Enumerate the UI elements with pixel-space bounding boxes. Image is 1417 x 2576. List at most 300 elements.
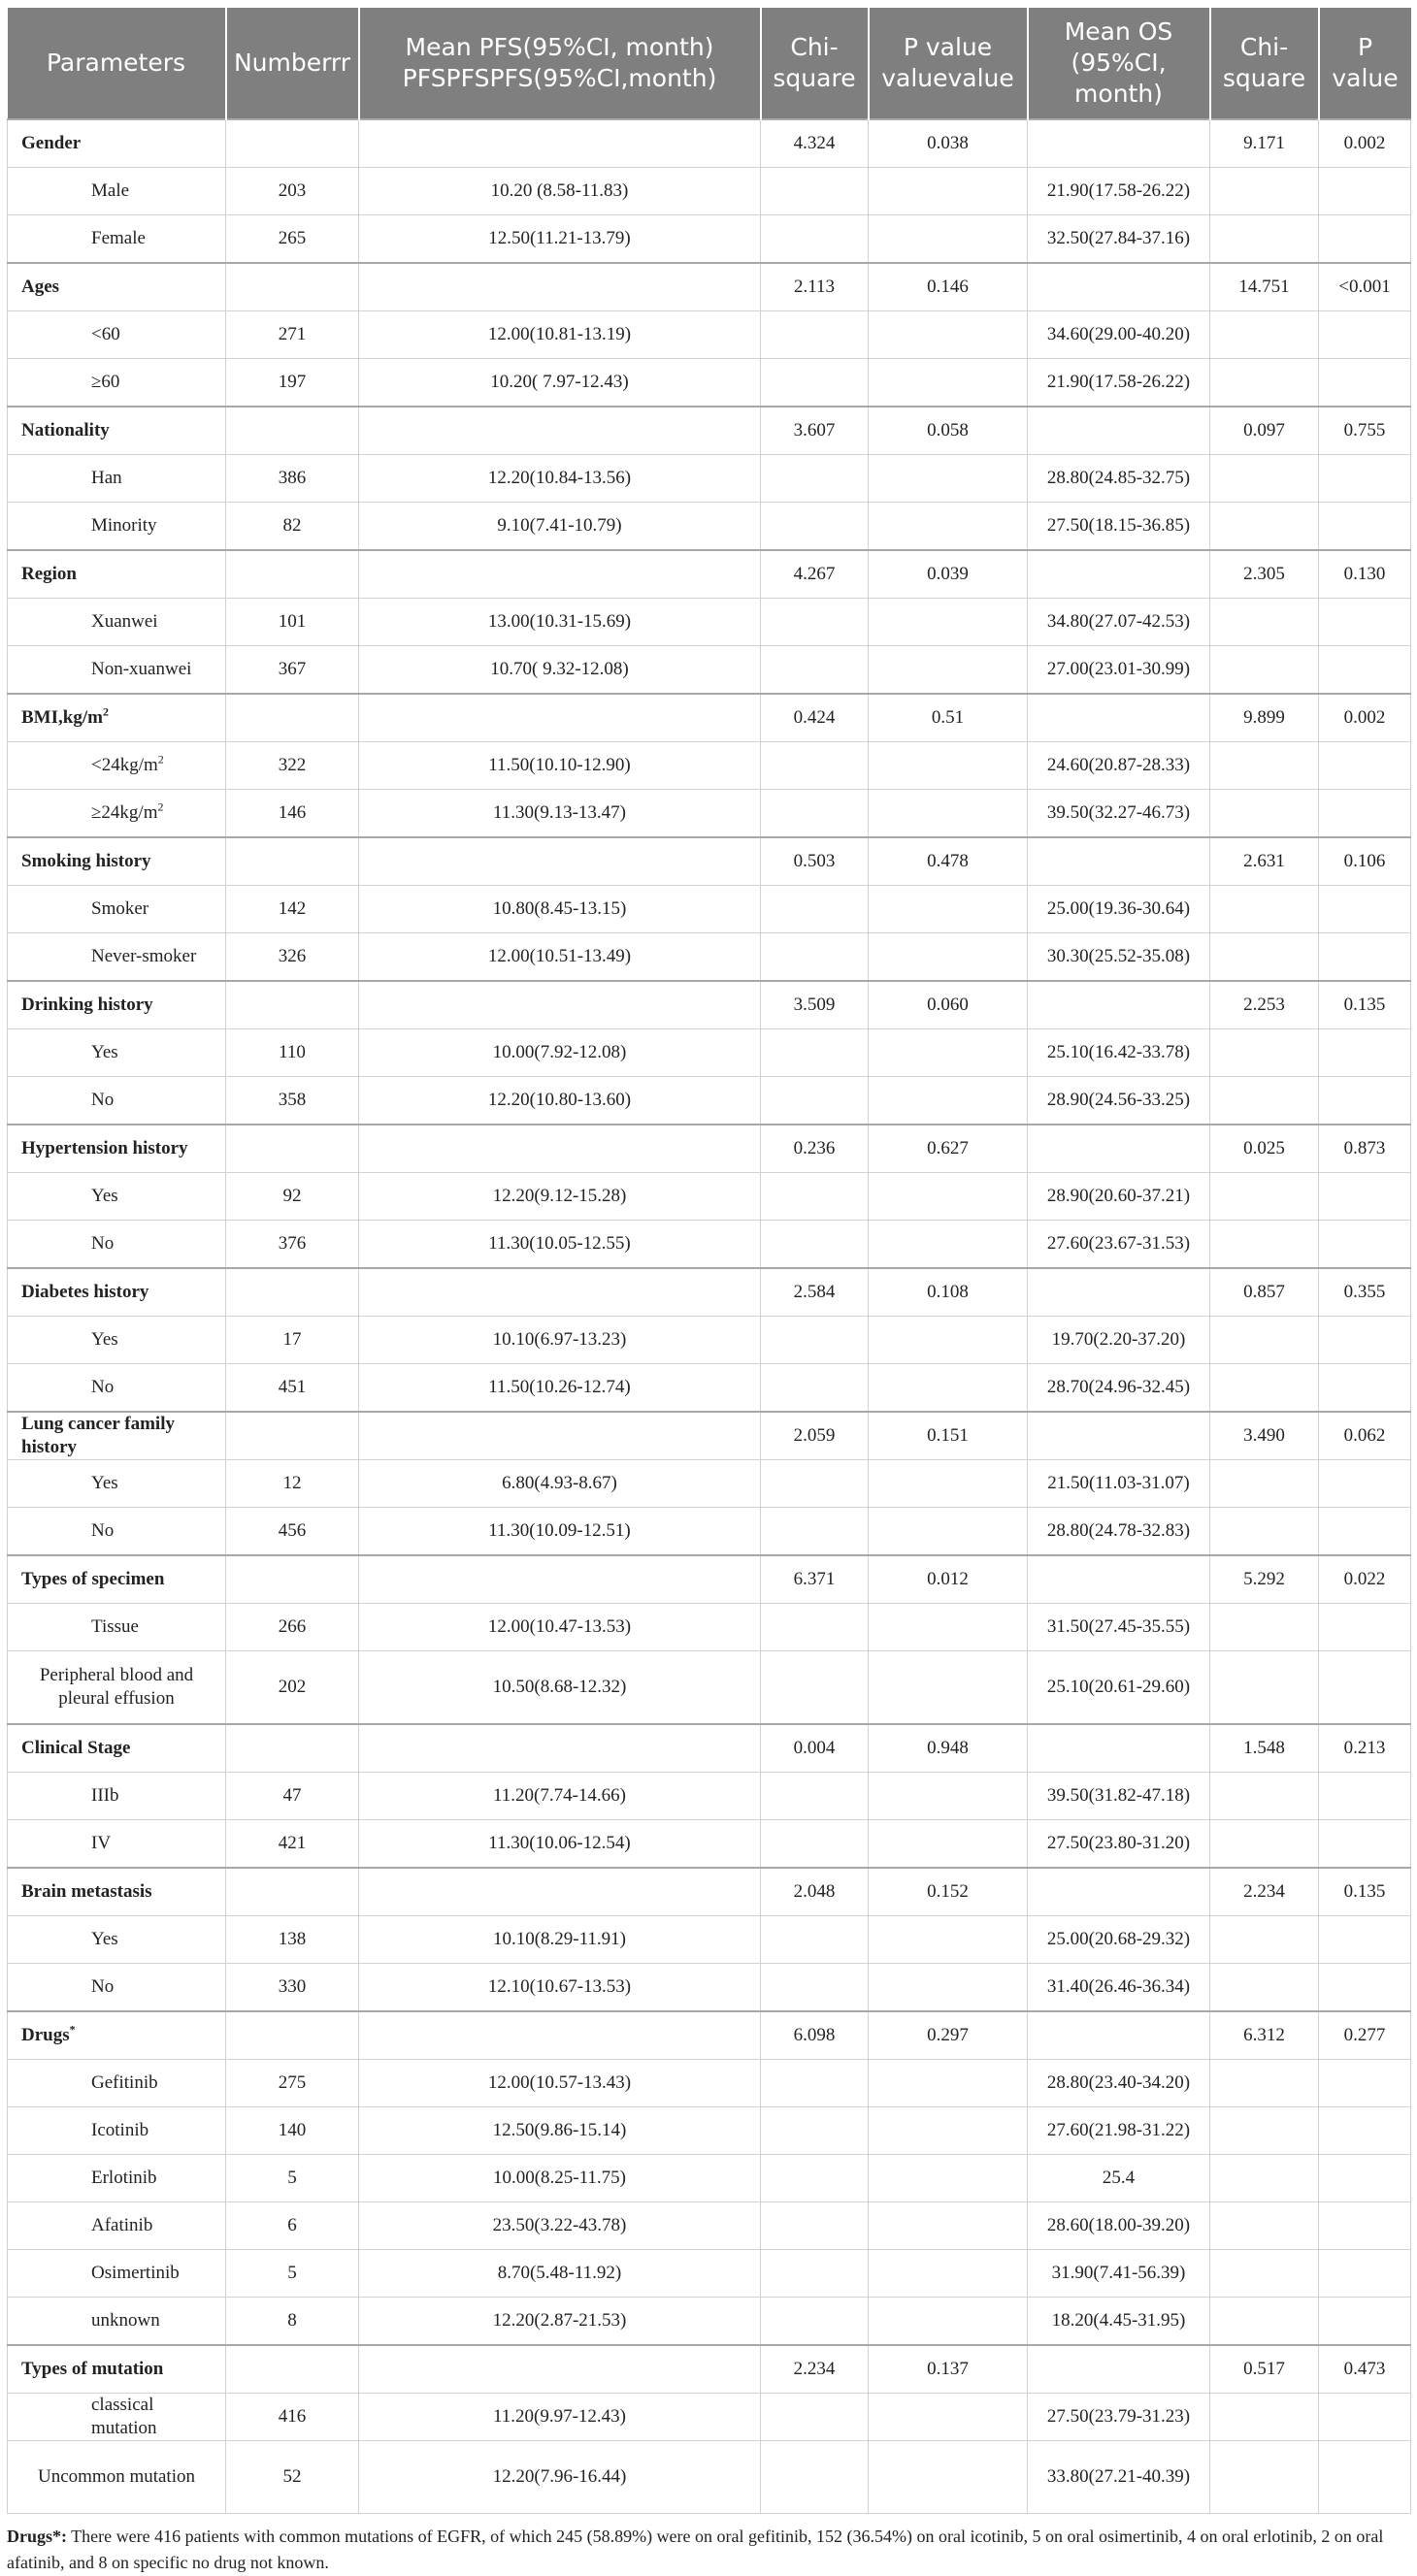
header-number: Numberrr	[226, 8, 359, 119]
p-value-pfs-cell	[869, 1651, 1028, 1725]
p-value-os-cell	[1319, 2394, 1411, 2441]
number-cell	[226, 742, 359, 790]
mean-pfs-cell	[359, 1724, 761, 1773]
mean-os-cell-text: 27.60(23.67-31.53)	[1046, 1233, 1191, 1254]
chi-square-os-cell	[1210, 742, 1319, 790]
number-cell-text: 101	[278, 611, 307, 632]
number-cell-text: 6	[287, 2215, 297, 2235]
chi-square-os-cell	[1210, 886, 1319, 933]
p-value-pfs-cell	[869, 1268, 1028, 1317]
survival-analysis-table	[7, 8, 1411, 2514]
chi-square-pfs-cell-text: 2.048	[793, 1881, 836, 1902]
mean-pfs-cell-text: 6.80(4.93-8.67)	[502, 1473, 617, 1493]
chi-square-pfs-cell	[761, 1916, 869, 1964]
number-cell	[226, 1724, 359, 1773]
p-value-os-cell	[1319, 503, 1411, 551]
table-row	[8, 215, 1411, 264]
mean-os-cell	[1028, 1077, 1210, 1125]
chi-square-os-cell-text: 9.899	[1243, 707, 1285, 728]
chi-square-os-cell	[1210, 1268, 1319, 1317]
p-value-pfs-cell	[869, 742, 1028, 790]
chi-square-pfs-cell	[761, 550, 869, 599]
chi-square-os-cell-text: 14.751	[1238, 277, 1290, 297]
row-label	[8, 886, 226, 933]
number-cell-text: 17	[282, 1329, 302, 1350]
mean-pfs-cell-text: 10.20 (8.58-11.83)	[490, 180, 629, 201]
group-header-row	[8, 2345, 1411, 2394]
group-label	[8, 1724, 226, 1773]
mean-os-cell	[1028, 2298, 1210, 2346]
table-row	[8, 790, 1411, 838]
p-value-pfs-cell	[869, 455, 1028, 503]
p-value-os-cell-text: 0.873	[1343, 1138, 1386, 1158]
mean-os-cell	[1028, 1868, 1210, 1916]
number-cell-text: 52	[282, 2466, 302, 2487]
superscript: 2	[102, 704, 109, 719]
mean-os-cell-text: 28.60(18.00-39.20)	[1046, 2215, 1191, 2235]
p-value-os-cell-text: 0.002	[1343, 133, 1386, 153]
row-label-text: Uncommon mutation	[37, 2466, 195, 2487]
p-value-os-cell	[1319, 1317, 1411, 1364]
chi-square-os-cell	[1210, 2060, 1319, 2107]
chi-square-pfs-cell	[761, 1317, 869, 1364]
p-value-os-cell	[1319, 1029, 1411, 1077]
chi-square-os-cell-text: 9.171	[1243, 133, 1285, 153]
chi-square-os-cell	[1210, 646, 1319, 695]
p-value-pfs-cell	[869, 837, 1028, 886]
chi-square-os-cell-text: 2.253	[1243, 995, 1285, 1015]
mean-os-cell-text: 39.50(31.82-47.18)	[1046, 1785, 1191, 1806]
number-cell	[226, 1964, 359, 2012]
mean-os-cell	[1028, 2345, 1210, 2394]
number-cell-text: 5	[287, 2263, 297, 2283]
row-label-text: Non-xuanwei	[91, 659, 192, 679]
number-cell	[226, 263, 359, 311]
mean-os-cell	[1028, 1604, 1210, 1651]
chi-square-pfs-cell	[761, 1820, 869, 1869]
p-value-pfs-cell-text: 0.152	[927, 1881, 969, 1902]
table-row	[8, 1029, 1411, 1077]
chi-square-pfs-cell-text: 0.236	[793, 1138, 836, 1158]
p-value-pfs-cell	[869, 1029, 1028, 1077]
table-row	[8, 886, 1411, 933]
p-value-os-cell	[1319, 1077, 1411, 1125]
footnote	[7, 2524, 1410, 2576]
mean-pfs-cell-text: 10.20( 7.97-12.43)	[490, 372, 629, 392]
group-label-text: Lung cancer family history	[21, 1414, 175, 1457]
chi-square-pfs-cell	[761, 981, 869, 1029]
group-label-text: Brain metastasis	[21, 1881, 152, 1902]
mean-pfs-cell	[359, 2441, 761, 2514]
row-label	[8, 1077, 226, 1125]
p-value-os-cell	[1319, 359, 1411, 408]
group-label-text: BMI,kg/m	[21, 707, 103, 728]
mean-os-cell-text: 21.50(11.03-31.07)	[1047, 1473, 1190, 1493]
p-value-pfs-cell	[869, 1221, 1028, 1269]
group-label-text: Types of mutation	[21, 2359, 164, 2379]
chi-square-os-cell	[1210, 1077, 1319, 1125]
group-header-row	[8, 837, 1411, 886]
table-row	[8, 503, 1411, 551]
group-header-row	[8, 407, 1411, 455]
mean-pfs-cell	[359, 2345, 761, 2394]
mean-os-cell	[1028, 455, 1210, 503]
row-label-text: IIIb	[91, 1785, 119, 1806]
number-cell	[226, 2441, 359, 2514]
row-label	[8, 1964, 226, 2012]
number-cell	[226, 2155, 359, 2202]
chi-square-os-cell	[1210, 1508, 1319, 1556]
group-label	[8, 407, 226, 455]
chi-square-os-cell-text: 0.517	[1243, 2359, 1285, 2379]
row-label-text: No	[91, 1377, 115, 1397]
number-cell	[226, 2250, 359, 2298]
mean-pfs-cell	[359, 1221, 761, 1269]
chi-square-pfs-cell	[761, 1508, 869, 1556]
group-header-row	[8, 1125, 1411, 1173]
mean-pfs-cell	[359, 1604, 761, 1651]
chi-square-os-cell	[1210, 407, 1319, 455]
number-cell-text: 5	[287, 2168, 297, 2188]
number-cell	[226, 1412, 359, 1460]
mean-pfs-cell	[359, 2394, 761, 2441]
p-value-pfs-cell	[869, 550, 1028, 599]
p-value-os-cell	[1319, 2011, 1411, 2060]
mean-pfs-cell-text: 11.30(10.06-12.54)	[488, 1833, 631, 1853]
number-cell	[226, 1555, 359, 1604]
mean-pfs-cell	[359, 455, 761, 503]
mean-os-cell-text: 24.60(20.87-28.33)	[1046, 755, 1191, 775]
mean-pfs-cell	[359, 742, 761, 790]
chi-square-os-cell	[1210, 2250, 1319, 2298]
p-value-pfs-cell	[869, 263, 1028, 311]
p-value-pfs-cell	[869, 1364, 1028, 1413]
chi-square-pfs-cell-text: 3.509	[793, 995, 836, 1015]
mean-pfs-cell	[359, 1508, 761, 1556]
number-cell-text: 8	[287, 2310, 297, 2331]
p-value-pfs-cell	[869, 1964, 1028, 2012]
chi-square-os-cell-text: 1.548	[1243, 1738, 1285, 1758]
mean-os-cell-text: 25.10(20.61-29.60)	[1046, 1677, 1191, 1697]
mean-pfs-cell	[359, 1916, 761, 1964]
p-value-os-cell	[1319, 2441, 1411, 2514]
mean-os-cell	[1028, 2250, 1210, 2298]
mean-os-cell	[1028, 1221, 1210, 1269]
p-value-pfs-cell	[869, 1555, 1028, 1604]
group-header-row	[8, 1412, 1411, 1460]
group-header-row	[8, 981, 1411, 1029]
mean-os-cell	[1028, 694, 1210, 742]
mean-os-cell-text: 30.30(25.52-35.08)	[1046, 946, 1191, 966]
p-value-pfs-cell	[869, 359, 1028, 408]
p-value-os-cell	[1319, 2060, 1411, 2107]
number-cell	[226, 119, 359, 168]
chi-square-os-cell	[1210, 1651, 1319, 1725]
chi-square-pfs-cell	[761, 2250, 869, 2298]
mean-os-cell	[1028, 168, 1210, 215]
mean-pfs-cell-text: 12.50(11.21-13.79)	[488, 228, 631, 248]
mean-os-cell-text: 27.50(18.15-36.85)	[1046, 515, 1191, 536]
chi-square-os-cell	[1210, 119, 1319, 168]
chi-square-os-cell	[1210, 1604, 1319, 1651]
mean-os-cell	[1028, 1268, 1210, 1317]
mean-os-cell	[1028, 2441, 1210, 2514]
group-label-text: Ages	[21, 277, 60, 297]
mean-pfs-cell	[359, 1555, 761, 1604]
row-label	[8, 2394, 226, 2441]
table-row	[8, 1508, 1411, 1556]
chi-square-pfs-cell	[761, 119, 869, 168]
mean-os-cell-text: 25.00(20.68-29.32)	[1046, 1929, 1191, 1949]
group-label-text: Drugs	[21, 2025, 70, 2045]
chi-square-os-cell	[1210, 1724, 1319, 1773]
mean-os-cell-text: 25.4	[1102, 2168, 1136, 2188]
table-row	[8, 1221, 1411, 1269]
mean-pfs-cell	[359, 1029, 761, 1077]
number-cell-text: 367	[278, 659, 307, 679]
group-label-text: Drinking history	[21, 995, 153, 1015]
row-label-text: Smoker	[91, 898, 149, 919]
mean-pfs-cell-text: 12.20(7.96-16.44)	[492, 2466, 627, 2487]
mean-pfs-cell	[359, 933, 761, 982]
table-row	[8, 2155, 1411, 2202]
mean-pfs-cell-text: 12.00(10.81-13.19)	[487, 324, 632, 344]
mean-os-cell-text: 31.50(27.45-35.55)	[1046, 1616, 1191, 1637]
mean-pfs-cell	[359, 1964, 761, 2012]
group-label-text: Clinical Stage	[21, 1738, 131, 1758]
p-value-os-cell	[1319, 646, 1411, 695]
chi-square-os-cell	[1210, 694, 1319, 742]
number-cell	[226, 1364, 359, 1413]
mean-pfs-cell-text: 12.20(2.87-21.53)	[492, 2310, 627, 2331]
mean-pfs-cell	[359, 599, 761, 646]
chi-square-pfs-cell	[761, 2107, 869, 2155]
number-cell	[226, 2202, 359, 2250]
mean-pfs-cell	[359, 1125, 761, 1173]
mean-os-cell-text: 27.50(23.80-31.20)	[1046, 1833, 1191, 1853]
number-cell	[226, 2060, 359, 2107]
row-label	[8, 168, 226, 215]
chi-square-pfs-cell	[761, 2441, 869, 2514]
mean-pfs-cell	[359, 2060, 761, 2107]
table-row	[8, 2202, 1411, 2250]
row-label	[8, 2441, 226, 2514]
p-value-os-cell-text: 0.755	[1343, 420, 1386, 440]
row-label-text: Minority	[91, 515, 157, 536]
p-value-pfs-cell-text: 0.058	[927, 420, 969, 440]
chi-square-pfs-cell-text: 2.584	[793, 1282, 836, 1302]
mean-os-cell	[1028, 646, 1210, 695]
chi-square-os-cell-text: 5.292	[1243, 1569, 1285, 1589]
number-cell-text: 271	[278, 324, 307, 344]
number-cell-text: 421	[278, 1833, 307, 1853]
p-value-pfs-cell	[869, 646, 1028, 695]
p-value-os-cell	[1319, 2155, 1411, 2202]
number-cell	[226, 1773, 359, 1820]
mean-os-cell	[1028, 2060, 1210, 2107]
mean-os-cell-text: 27.00(23.01-30.99)	[1046, 659, 1191, 679]
mean-os-cell	[1028, 790, 1210, 838]
mean-os-cell-text: 31.90(7.41-56.39)	[1051, 2263, 1186, 2283]
chi-square-pfs-cell-text: 6.371	[793, 1569, 836, 1589]
mean-os-cell	[1028, 1125, 1210, 1173]
chi-square-os-cell	[1210, 599, 1319, 646]
chi-square-pfs-cell	[761, 1412, 869, 1460]
number-cell	[226, 550, 359, 599]
mean-os-cell-text: 25.00(19.36-30.64)	[1046, 898, 1191, 919]
chi-square-os-cell	[1210, 837, 1319, 886]
p-value-pfs-cell	[869, 407, 1028, 455]
p-value-pfs-cell	[869, 2155, 1028, 2202]
p-value-os-cell-text: 0.135	[1343, 1881, 1386, 1902]
p-value-pfs-cell-text: 0.478	[927, 851, 969, 871]
p-value-pfs-cell	[869, 2011, 1028, 2060]
chi-square-pfs-cell	[761, 2345, 869, 2394]
chi-square-pfs-cell	[761, 1029, 869, 1077]
chi-square-pfs-cell	[761, 1555, 869, 1604]
number-cell-text: 322	[278, 755, 307, 775]
row-label	[8, 1820, 226, 1869]
chi-square-pfs-cell-text: 2.234	[793, 2359, 836, 2379]
mean-pfs-cell-text: 12.00(10.51-13.49)	[487, 946, 632, 966]
mean-os-cell	[1028, 1651, 1210, 1725]
row-label	[8, 1317, 226, 1364]
mean-os-cell	[1028, 1773, 1210, 1820]
mean-pfs-cell	[359, 646, 761, 695]
mean-pfs-cell-text: 12.50(9.86-15.14)	[492, 2120, 627, 2140]
p-value-os-cell	[1319, 837, 1411, 886]
p-value-pfs-cell-text: 0.51	[931, 707, 965, 728]
mean-pfs-cell-text: 13.00(10.31-15.69)	[487, 611, 632, 632]
table-row	[8, 359, 1411, 408]
mean-pfs-cell-text: 12.00(10.47-13.53)	[487, 1616, 632, 1637]
group-label	[8, 1268, 226, 1317]
mean-pfs-cell	[359, 550, 761, 599]
row-label-text: classical mutation	[91, 2395, 157, 2438]
mean-pfs-cell	[359, 2107, 761, 2155]
mean-os-cell-text: 33.80(27.21-40.39)	[1046, 2466, 1191, 2487]
mean-pfs-cell-text: 11.50(10.26-12.74)	[488, 1377, 631, 1397]
chi-square-pfs-cell-text: 0.424	[793, 707, 836, 728]
mean-pfs-cell-text: 12.10(10.67-13.53)	[487, 1976, 632, 1997]
number-cell	[226, 455, 359, 503]
p-value-pfs-cell-text: 0.012	[927, 1569, 969, 1589]
header-chi-square-os: Chi-square	[1210, 8, 1319, 119]
chi-square-os-cell	[1210, 2298, 1319, 2346]
p-value-os-cell	[1319, 1268, 1411, 1317]
number-cell	[226, 1820, 359, 1869]
chi-square-pfs-cell	[761, 311, 869, 359]
mean-pfs-cell-text: 10.10(6.97-13.23)	[492, 1329, 627, 1350]
chi-square-os-cell	[1210, 1820, 1319, 1869]
mean-os-cell	[1028, 981, 1210, 1029]
chi-square-pfs-cell-text: 4.324	[793, 133, 836, 153]
number-cell-text: 82	[282, 515, 302, 536]
number-cell	[226, 646, 359, 695]
mean-os-cell	[1028, 1029, 1210, 1077]
group-label	[8, 119, 226, 168]
mean-pfs-cell-text: 12.20(9.12-15.28)	[492, 1186, 627, 1206]
table-row	[8, 1651, 1411, 1725]
number-cell-text: 386	[278, 468, 307, 488]
group-label-text: Types of specimen	[21, 1569, 165, 1589]
p-value-pfs-cell	[869, 1317, 1028, 1364]
mean-pfs-cell-text: 10.70( 9.32-12.08)	[490, 659, 629, 679]
mean-os-cell	[1028, 1555, 1210, 1604]
number-cell	[226, 790, 359, 838]
p-value-os-cell-text: 0.277	[1343, 2025, 1386, 2045]
chi-square-os-cell-text: 0.025	[1243, 1138, 1285, 1158]
row-label-text: ≥60	[91, 372, 120, 392]
chi-square-os-cell	[1210, 1460, 1319, 1508]
group-label	[8, 1555, 226, 1604]
table-header	[8, 8, 1411, 119]
mean-pfs-cell-text: 23.50(3.22-43.78)	[492, 2215, 627, 2235]
chi-square-os-cell	[1210, 1221, 1319, 1269]
group-label	[8, 550, 226, 599]
p-value-pfs-cell	[869, 2441, 1028, 2514]
chi-square-pfs-cell	[761, 790, 869, 838]
chi-square-pfs-cell	[761, 1964, 869, 2012]
chi-square-os-cell	[1210, 168, 1319, 215]
mean-os-cell	[1028, 215, 1210, 264]
p-value-pfs-cell-text: 0.151	[927, 1425, 969, 1446]
row-label	[8, 359, 226, 408]
header-row	[8, 8, 1411, 119]
chi-square-pfs-cell	[761, 1364, 869, 1413]
number-cell	[226, 2298, 359, 2346]
p-value-os-cell	[1319, 2250, 1411, 2298]
p-value-pfs-cell	[869, 694, 1028, 742]
mean-pfs-cell	[359, 981, 761, 1029]
mean-pfs-cell-text: 10.80(8.45-13.15)	[492, 898, 627, 919]
group-header-row	[8, 263, 1411, 311]
table-row	[8, 1317, 1411, 1364]
mean-os-cell	[1028, 119, 1210, 168]
table-row	[8, 1460, 1411, 1508]
row-label-text: Female	[91, 228, 146, 248]
p-value-os-cell	[1319, 311, 1411, 359]
chi-square-os-cell	[1210, 1364, 1319, 1413]
mean-os-cell-text: 34.80(27.07-42.53)	[1046, 611, 1191, 632]
chi-square-os-cell-text: 3.490	[1243, 1425, 1285, 1446]
group-header-row	[8, 1724, 1411, 1773]
chi-square-os-cell	[1210, 1916, 1319, 1964]
chi-square-pfs-cell-text: 2.059	[793, 1425, 836, 1446]
mean-os-cell	[1028, 550, 1210, 599]
mean-pfs-cell	[359, 1868, 761, 1916]
p-value-os-cell-text: <0.001	[1338, 277, 1391, 297]
mean-os-cell	[1028, 886, 1210, 933]
chi-square-pfs-cell-text: 0.503	[793, 851, 836, 871]
mean-os-cell-text: 28.90(24.56-33.25)	[1046, 1090, 1191, 1110]
chi-square-pfs-cell	[761, 407, 869, 455]
table-body	[8, 119, 1411, 2514]
p-value-pfs-cell	[869, 2107, 1028, 2155]
p-value-os-cell	[1319, 1173, 1411, 1221]
chi-square-os-cell-text: 2.234	[1243, 1881, 1285, 1902]
mean-pfs-cell	[359, 1077, 761, 1125]
mean-os-cell-text: 25.10(16.42-33.78)	[1046, 1042, 1191, 1062]
p-value-os-cell	[1319, 1555, 1411, 1604]
p-value-pfs-cell	[869, 1916, 1028, 1964]
chi-square-os-cell	[1210, 455, 1319, 503]
chi-square-pfs-cell	[761, 1173, 869, 1221]
p-value-os-cell-text: 0.022	[1343, 1569, 1386, 1589]
number-cell-text: 138	[278, 1929, 307, 1949]
mean-pfs-cell	[359, 1173, 761, 1221]
table-row	[8, 2441, 1411, 2514]
